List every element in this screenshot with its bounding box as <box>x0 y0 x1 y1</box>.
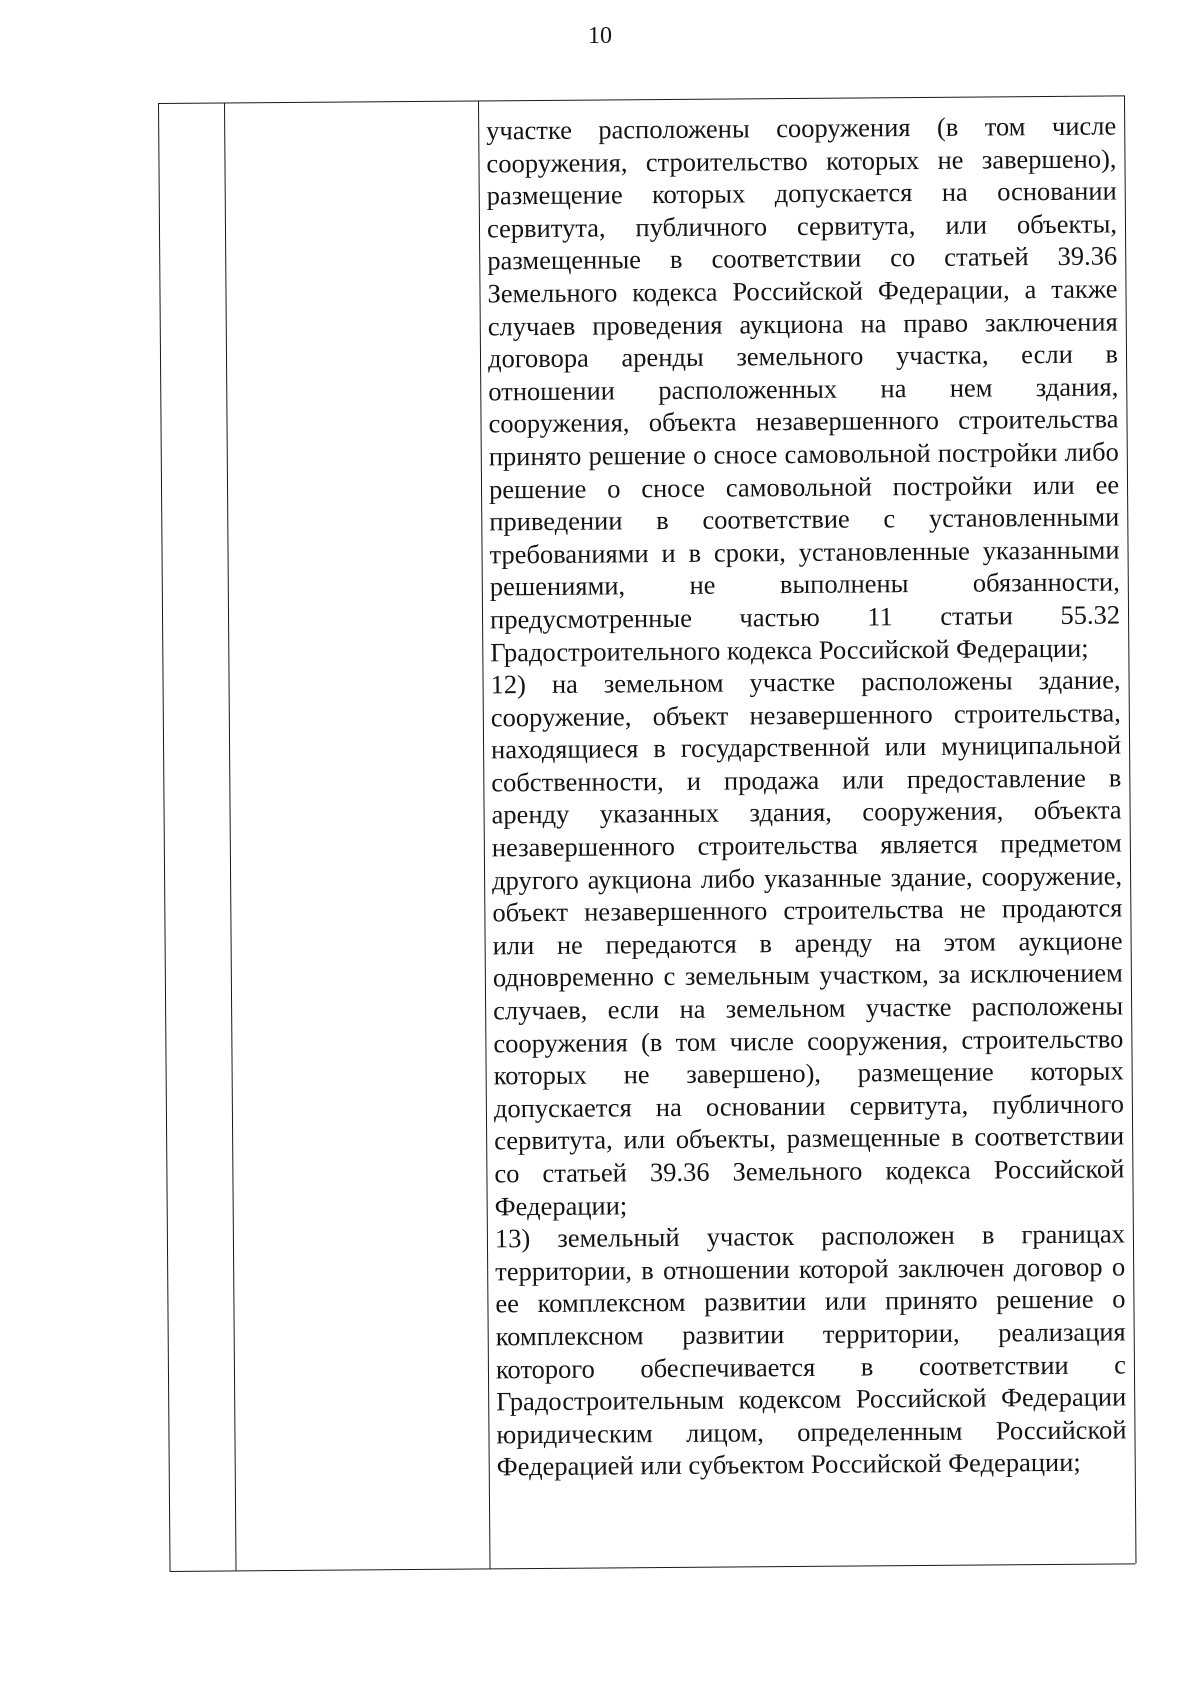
paragraph-item-13: 13) земельный участок расположен в границах территории, в отношении которой заключен договор о ее комплексном развитии или принято решение о комплексном развитии территории, реализация которого обеспечивается в соответствии с Градостроительным кодексом Российской Федерации юридическим лицом, определенным Российской Федерацией или субъектом Российской Федерации; <box>494 1218 1127 1482</box>
page-number: 10 <box>588 23 612 49</box>
table-right-border <box>1124 95 1137 1563</box>
table-left-border <box>158 103 171 1571</box>
paragraph-continuation: участке расположены сооружения (в том числе сооружения, строительство которых не завершено), размещение которых допускается на основании сервитута, публичного сервитута, или объекты, размещенные в соответствии со статьей 39.36 Земельного кодекса Российской Федерации, а также случаев проведения аукциона на право заключения договора аренды земельного участка, если в отношении расположенных на нем здания, сооружения, объекта незавершенного строительства принято решение о сносе самовольной постройки либо решение о сносе самовольной постройки или ее приведении в соответствие с установленными требованиями и в сроки, установленные указанными решениями, не выполнены обязанности, предусмотренные частью 11 статьи 55.32 Градостроительного кодекса Российской Федерации; <box>486 110 1121 667</box>
paragraph-item-12: 12) на земельном участке расположены здание, сооружение, объект незавершенного строительства, находящиеся в государственной или муниципальной собственности, и продажа или предоставление в аренду указанных здания, сооружения, объекта незавершенного строительства является предметом другого аукциона либо указанные здание, сооружение, объект незавершенного строительства не продаются или не передаются в аренду на этом аукционе одновременно с земельным участком, за исключением случаев, если на земельном участке расположены сооружения (в том числе сооружения, строительство которых не завершено), размещение которых допускается на основании сервитута, публичного сервитута, или объекты, размещенные в соответствии со статьей 39.36 Земельного кодекса Российской Федерации; <box>490 664 1125 1221</box>
table-cell-text <box>486 109 1127 1483</box>
table-bottom-border <box>170 1563 1136 1572</box>
table-top-border <box>158 95 1124 104</box>
document-table <box>158 95 1135 1571</box>
table-column-divider-1 <box>224 102 237 1570</box>
